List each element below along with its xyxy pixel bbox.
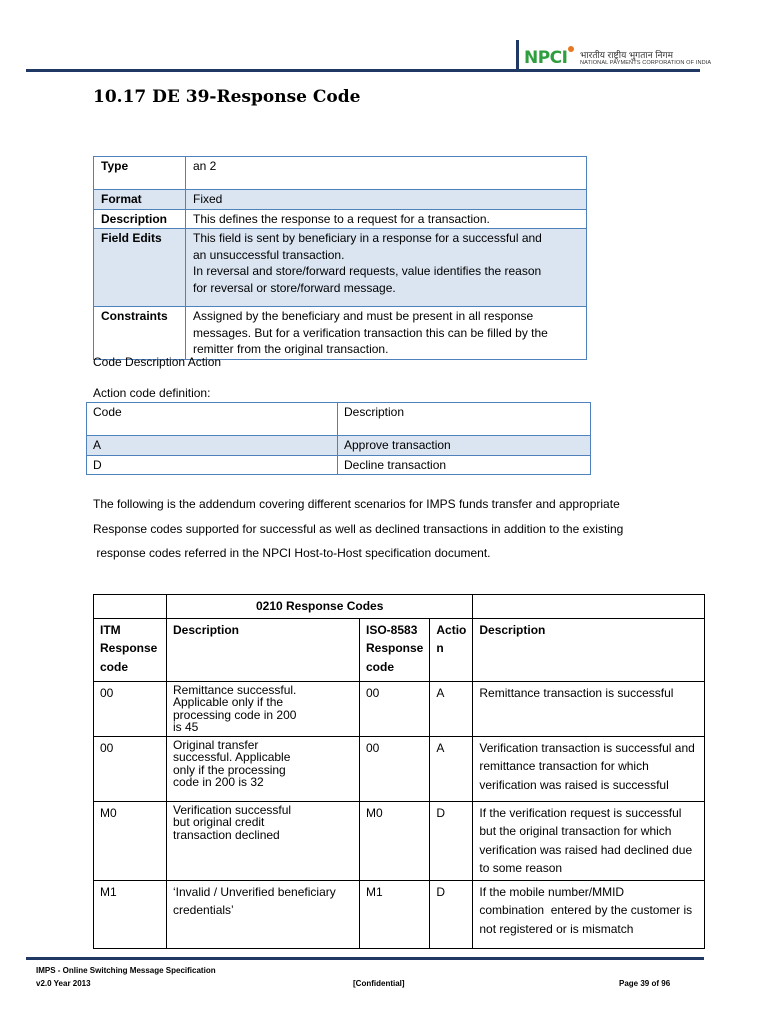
header-line: code — [366, 659, 395, 674]
table-row — [87, 455, 591, 475]
column-header: Description — [338, 403, 591, 436]
field-value-line: messages. But for a verification transaction this can be filled by the — [193, 325, 548, 340]
cell-line: processing code in 200 — [173, 707, 297, 722]
cell-line: successful. Applicable — [173, 750, 291, 764]
itm-code: M1 — [94, 880, 167, 948]
table-cell: Approve transaction — [338, 436, 591, 456]
field-value: an 2 — [186, 157, 587, 190]
column-header: Code — [87, 403, 338, 436]
action-code: D — [430, 880, 473, 948]
action-code: A — [430, 736, 473, 801]
table-cell: D — [87, 455, 338, 475]
column-header: Description — [473, 618, 705, 681]
field-value — [186, 307, 587, 360]
table-row — [94, 157, 587, 190]
table-row — [94, 190, 587, 210]
header-line: ITM — [100, 622, 121, 637]
field-value — [186, 229, 587, 307]
field-key: Format — [94, 190, 186, 210]
action-code-caption: Action code definition: — [93, 386, 211, 400]
logo-bar — [516, 40, 519, 70]
cell-line: credentials’ — [173, 903, 234, 917]
cell-line: only if the processing — [173, 762, 286, 777]
footer-page-number: Page 39 of 96 — [619, 979, 671, 988]
description-cell — [473, 681, 705, 736]
cell-line: Verification transaction is successful and — [479, 740, 695, 755]
table-row — [94, 229, 587, 307]
footer-rule — [26, 957, 704, 960]
response-codes-table — [93, 594, 705, 949]
cell-line: is 45 — [173, 720, 199, 734]
header-line: Response — [366, 641, 424, 655]
table-row — [94, 209, 587, 229]
table-row — [94, 681, 705, 736]
cell-line: but original credit — [173, 815, 265, 829]
cell-line: not registered or is mismatch — [479, 921, 634, 936]
description-cell — [167, 880, 360, 948]
table-cell — [94, 595, 167, 619]
field-value-line: an unsuccessful transaction. — [193, 247, 345, 262]
logo-dot-icon — [568, 46, 574, 52]
cell-line: to some reason — [479, 861, 563, 875]
column-header — [360, 618, 430, 681]
cell-line: Remittance transaction is successful — [479, 685, 674, 700]
header-line: n — [436, 641, 444, 655]
field-key: Description — [94, 209, 186, 229]
description-cell — [473, 736, 705, 801]
description-cell — [473, 880, 705, 948]
cell-line: Remittance successful. — [173, 682, 297, 697]
table-cell — [473, 595, 705, 619]
cell-line: Applicable only if the — [173, 695, 284, 709]
itm-code: M0 — [94, 801, 167, 880]
npci-logo — [516, 40, 712, 72]
cell-line: If the mobile number/MMID — [479, 884, 625, 899]
field-value-line: remitter from the original transaction. — [193, 342, 389, 356]
table-header-row — [87, 403, 591, 436]
iso-code: M1 — [360, 880, 430, 948]
header-line: ISO-8583 — [366, 622, 418, 637]
section-heading: 10.17 DE 39-Response Code — [93, 87, 361, 107]
field-value: This defines the response to a request for a transaction. — [186, 209, 587, 229]
field-value-line: Assigned by the beneficiary and must be present in all response — [193, 309, 534, 323]
table-cell: Decline transaction — [338, 455, 591, 475]
field-key: Field Edits — [94, 229, 186, 307]
logo-hindi-text: भारतीय राष्ट्रीय भुगतान निगम — [580, 50, 673, 60]
paragraph-line: The following is the addendum covering different scenarios for IMPS funds transfer and appropriate — [93, 497, 620, 511]
header-line: code — [100, 659, 129, 674]
field-value-line: In reversal and store/forward requests, value identifies the reason — [193, 264, 542, 278]
cell-line: ‘Invalid / Unverified beneficiary — [173, 884, 336, 899]
cell-line: but the original transaction for which — [479, 824, 672, 838]
description-cell — [167, 681, 360, 736]
column-header: Description — [167, 618, 360, 681]
iso-code: 00 — [360, 681, 430, 736]
field-key: Constraints — [94, 307, 186, 360]
itm-code: 00 — [94, 681, 167, 736]
cell-line: Verification successful — [173, 802, 292, 817]
action-code-table — [86, 402, 591, 475]
table-row — [87, 436, 591, 456]
description-cell — [473, 801, 705, 880]
table-row — [94, 736, 705, 801]
paragraph-line: Response codes supported for successful as well as declined transactions in addition to the existing — [93, 521, 624, 536]
paragraph-line: response codes referred in the NPCI Host-to-Host specification document. — [93, 546, 491, 560]
table-header-row — [94, 618, 705, 681]
group-title: 0210 Response Codes — [167, 595, 473, 619]
field-value-line: for reversal or store/forward message. — [193, 280, 396, 295]
footer-version: v2.0 Year 2013 — [36, 979, 91, 988]
field-value-line: This field is sent by beneficiary in a response for a successful and — [193, 231, 542, 245]
header-line: Actio — [436, 622, 467, 637]
cell-line: Original transfer — [173, 737, 259, 752]
cell-line: combination entered by the customer is — [479, 903, 693, 917]
footer-confidential: [Confidential] — [353, 979, 405, 988]
footer-title: IMPS - Online Switching Message Specification — [36, 966, 216, 975]
table-group-row — [94, 595, 705, 619]
cell-line: verification was raised had declined due — [479, 842, 693, 857]
addendum-paragraph — [93, 492, 623, 566]
cell-line: transaction declined — [173, 827, 280, 842]
table-row — [94, 801, 705, 880]
header-rule — [26, 69, 700, 72]
table-row — [94, 880, 705, 948]
cell-line: code in 200 is 32 — [173, 775, 264, 789]
iso-code: M0 — [360, 801, 430, 880]
column-header — [430, 618, 473, 681]
cell-line: remittance transaction for which — [479, 759, 649, 773]
cell-line: verification was raised is successful — [479, 777, 669, 792]
column-header — [94, 618, 167, 681]
itm-code: 00 — [94, 736, 167, 801]
table-cell: A — [87, 436, 338, 456]
code-description-caption: Code Description Action — [93, 355, 222, 369]
iso-code: 00 — [360, 736, 430, 801]
description-cell — [167, 736, 360, 801]
cell-line: If the verification request is successful — [479, 805, 682, 820]
logo-english-text: NATIONAL PAYMENTS CORPORATION OF INDIA — [580, 60, 712, 66]
action-code: D — [430, 801, 473, 880]
action-code: A — [430, 681, 473, 736]
field-definition-table — [93, 156, 587, 360]
table-row — [94, 307, 587, 360]
description-cell — [167, 801, 360, 880]
field-value: Fixed — [186, 190, 587, 210]
field-key: Type — [94, 157, 186, 190]
logo-text: NPCI — [524, 48, 568, 68]
header-line: Response — [100, 641, 158, 655]
